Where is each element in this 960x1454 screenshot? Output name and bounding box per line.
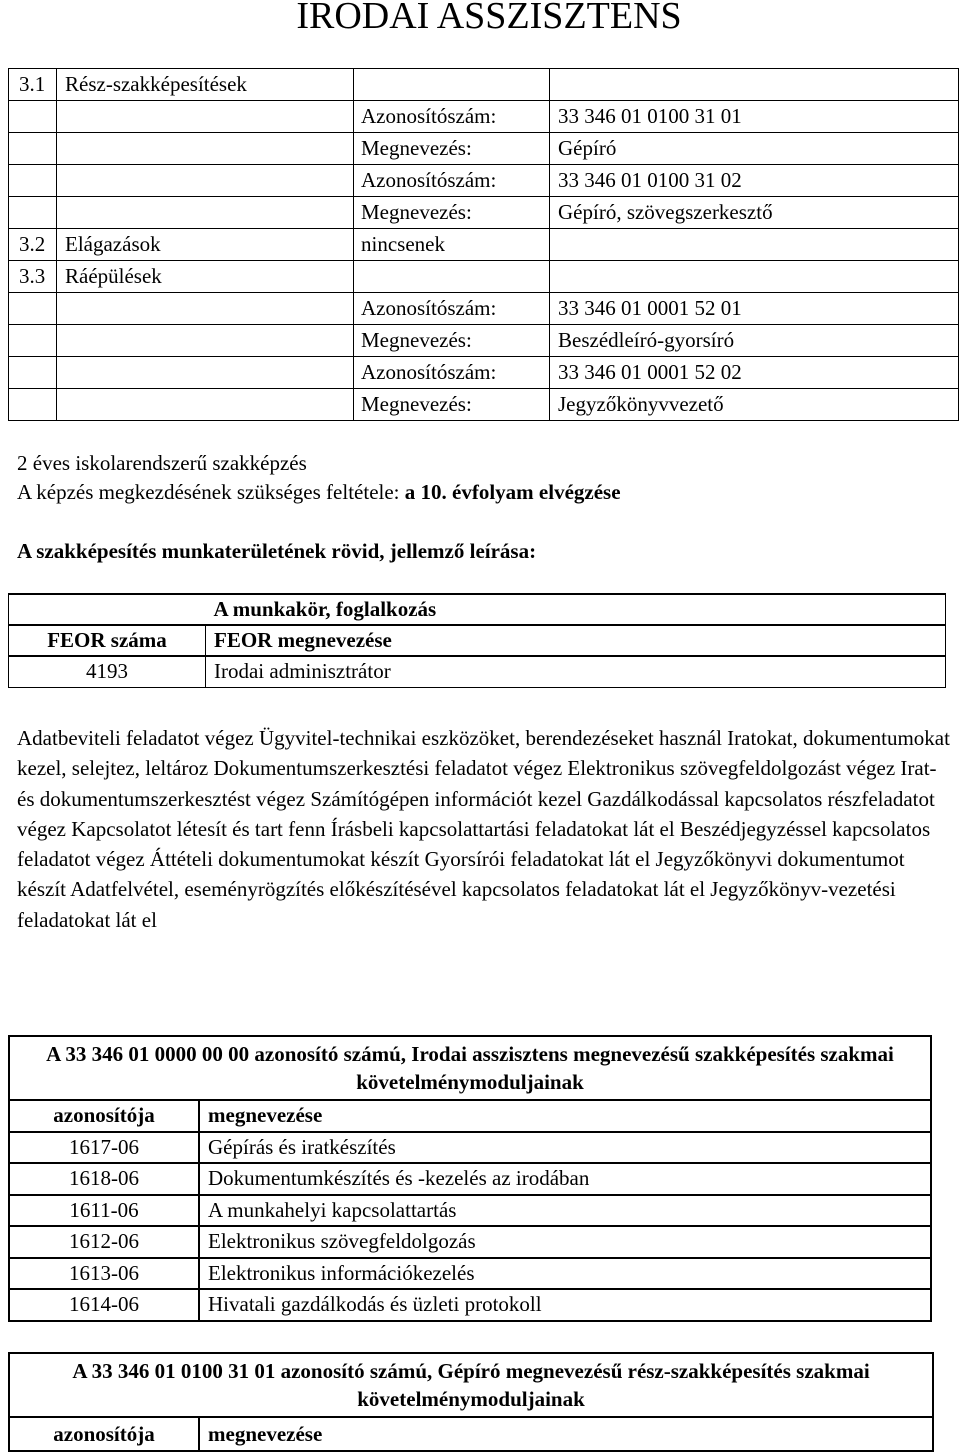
partial-row bbox=[9, 133, 959, 165]
feor-name: Irodai adminisztrátor bbox=[206, 656, 946, 687]
col-name: megnevezése bbox=[199, 1100, 931, 1132]
section-number: 3.1 bbox=[9, 69, 57, 101]
extension-row bbox=[9, 357, 959, 389]
module-name: Elektronikus információkezelés bbox=[199, 1258, 931, 1290]
modules-header: A 33 346 01 0100 31 01 azonosító számú, Gépíró megnevezésű rész-szakképesítés szakmai követelménymoduljainak bbox=[9, 1353, 933, 1417]
field-key: Azonosítószám: bbox=[354, 101, 550, 133]
main-modules-table bbox=[8, 1035, 932, 1322]
partial-row bbox=[9, 101, 959, 133]
training-prerequisite bbox=[17, 479, 621, 505]
col-name: megnevezése bbox=[199, 1417, 933, 1451]
extension-row bbox=[9, 325, 959, 357]
section-label: Rész-szakképesítések bbox=[57, 69, 354, 101]
page-title: IRODAI ASSZISZTENS bbox=[296, 0, 682, 37]
field-key: Megnevezés: bbox=[354, 197, 550, 229]
field-value: Gépíró, szövegszerkesztő bbox=[550, 197, 959, 229]
col-id: azonosítója bbox=[9, 1100, 199, 1132]
feor-col-code: FEOR száma bbox=[9, 625, 206, 656]
module-name: Gépírás és iratkészítés bbox=[199, 1132, 931, 1164]
field-key: Azonosítószám: bbox=[354, 165, 550, 197]
partial-modules-table bbox=[8, 1352, 934, 1452]
module-id: 1611-06 bbox=[9, 1195, 199, 1227]
section-row-3-3 bbox=[9, 261, 959, 293]
prerequisite-value: a 10. évfolyam elvégzése bbox=[404, 480, 621, 504]
extension-row bbox=[9, 389, 959, 421]
module-id: 1613-06 bbox=[9, 1258, 199, 1290]
table-row bbox=[9, 1195, 931, 1227]
table-row bbox=[9, 1163, 931, 1195]
prerequisite-label: A képzés megkezdésének szükséges feltétele: bbox=[17, 480, 405, 504]
module-id: 1614-06 bbox=[9, 1289, 199, 1321]
field-key: Azonosítószám: bbox=[354, 357, 550, 389]
module-id: 1612-06 bbox=[9, 1226, 199, 1258]
module-name: Elektronikus szövegfeldolgozás bbox=[199, 1226, 931, 1258]
table-row bbox=[9, 1289, 931, 1321]
feor-header: A munkakör, foglalkozás bbox=[206, 594, 946, 625]
col-id: azonosítója bbox=[9, 1417, 199, 1451]
table-row bbox=[9, 1258, 931, 1290]
field-key: Megnevezés: bbox=[354, 325, 550, 357]
field-value: 33 346 01 0100 31 02 bbox=[550, 165, 959, 197]
table-row bbox=[9, 1226, 931, 1258]
field-value: 33 346 01 0100 31 01 bbox=[550, 101, 959, 133]
task-description: Adatbeviteli feladatot végez Ügyvitel-technikai eszközöket, berendezéseket használ Iratokat, dokumentumokat kezel, selejtez, leltároz Dokumentumszerkesztési feladatot végez Elektronikus szövegfeldolgozást végez Irat- és dokumentumszerkesztést végez Számítógépen információt kezel Gazdálkodással kapcsolatos részfeladatot végez Kapcsolatot létesít és tart fenn Írásbeli kapcsolattartási feladatokat lát el Beszédjegyzéssel kapcsolatos feladatot végez Áttételi dokumentumokat készít Gyorsírói feladatokat lát el Jegyzőkönyvi dokumentumot készít Adatfelvétel, eseményrögzítés előkészítésével kapcsolatos feladatokat lát el Jegyzőkönyv-vezetési feladatokat lát el bbox=[17, 726, 950, 932]
training-type: 2 éves iskolarendszerű szakképzés bbox=[17, 451, 307, 475]
section-row-3-2 bbox=[9, 229, 959, 261]
extension-row bbox=[9, 293, 959, 325]
section-number: 3.3 bbox=[9, 261, 57, 293]
field-value: 33 346 01 0001 52 02 bbox=[550, 357, 959, 389]
feor-table bbox=[8, 593, 946, 688]
field-value: Jegyzőkönyvvezető bbox=[550, 389, 959, 421]
module-name: A munkahelyi kapcsolattartás bbox=[199, 1195, 931, 1227]
table-row bbox=[9, 1132, 931, 1164]
module-id: 1618-06 bbox=[9, 1163, 199, 1195]
module-name: Hivatali gazdálkodás és üzleti protokoll bbox=[199, 1289, 931, 1321]
feor-code: 4193 bbox=[9, 656, 206, 687]
field-value: Beszédleíró-gyorsíró bbox=[550, 325, 959, 357]
section-value: nincsenek bbox=[354, 229, 550, 261]
partial-row bbox=[9, 165, 959, 197]
module-id: 1617-06 bbox=[9, 1132, 199, 1164]
field-key: Azonosítószám: bbox=[354, 293, 550, 325]
feor-col-name: FEOR megnevezése bbox=[206, 625, 946, 656]
section-label: Ráépülések bbox=[57, 261, 354, 293]
module-name: Dokumentumkészítés és -kezelés az irodában bbox=[199, 1163, 931, 1195]
partial-row bbox=[9, 197, 959, 229]
section-label: Elágazások bbox=[57, 229, 354, 261]
field-value: 33 346 01 0001 52 01 bbox=[550, 293, 959, 325]
qualification-structure-table bbox=[8, 68, 959, 421]
modules-header: A 33 346 01 0000 00 00 azonosító számú, Irodai asszisztens megnevezésű szakképesítés szakmai követelménymoduljainak bbox=[9, 1036, 931, 1100]
field-value: Gépíró bbox=[550, 133, 959, 165]
work-area-heading: A szakképesítés munkaterületének rövid, jellemző leírása: bbox=[17, 539, 537, 563]
table-row bbox=[9, 656, 946, 687]
field-key: Megnevezés: bbox=[354, 389, 550, 421]
section-row-3-1 bbox=[9, 69, 959, 101]
section-number: 3.2 bbox=[9, 229, 57, 261]
field-key: Megnevezés: bbox=[354, 133, 550, 165]
